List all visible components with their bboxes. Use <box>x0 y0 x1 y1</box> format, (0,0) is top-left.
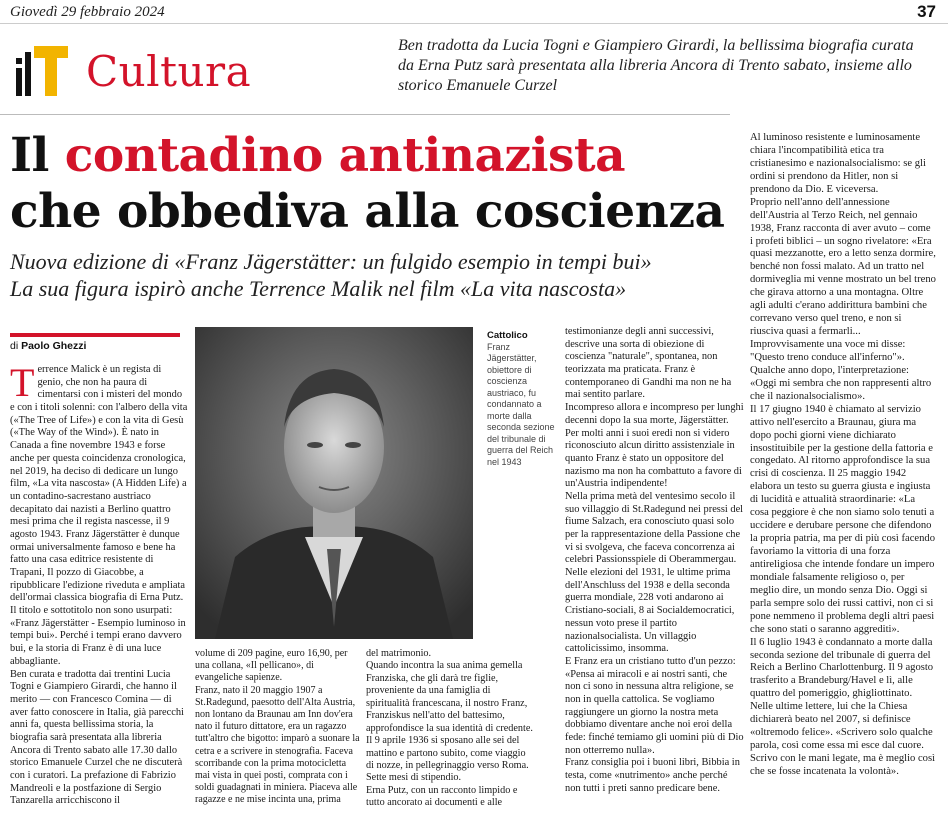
caption-text: Franz Jägerstätter, obiettore di coscienza austriaco, fu condannato a morte dalla seconda sezione del tribunale di guerra del Reich nel 1943 <box>487 341 555 467</box>
byline <box>10 340 86 352</box>
article-paragraph: volume di 209 pagine, euro 16,90, per una collana, «Il pellicano», di evangeliche sapienze. <box>195 648 348 684</box>
headline-line1-highlight: contadino antinazista <box>64 128 626 183</box>
article-paragraph: Quando incontra la sua anima gemella Franziska, che gli darà tre figlie, proveniente da una famiglia di spiritualità francescana, il nostro Franz, Franziskus nell'atto del battesimo, approfondisce la sua identità di credente. Il 9 aprile 1936 si sposano alle sei del mattino e partono subito, come viaggio di nozze, in pellegrinaggio verso Roma. Sette mesi di stipendio. <box>366 660 533 784</box>
section-title: Cultura <box>86 47 252 96</box>
article-paragraph: testimonianze degli anni successivi, descrive una sorta di obiezione di coscienza "naturale", spontanea, non teorizzata ma praticata. Franz è contemporaneo di Gandhi ma non ne ha mai sentito parlare. <box>565 326 732 401</box>
subtitle <box>10 248 730 302</box>
article-column-4 <box>565 326 745 795</box>
caption-title: Cattolico <box>487 330 528 341</box>
article-paragraph: Franz consiglia poi i buoni libri, Bibbia in testa, come «nutrimento» anche perché non tutti i preti sanno predicare bene. <box>565 757 740 794</box>
article-paragraph: Proprio nell'anno dell'annessione dell'Austria al Terzo Reich, nel gennaio 1938, Franz racconta di aver avuto – come i profeti biblici – un sogno rivelatore: «Era quasi mezzanotte, ero a letto senza dormire, benché non fossi malato. Ad un tratto nel dormiveglia mi venne mostrato un bel treno che girava attorno a una montagna. Oltre agli adulti c'erano addirittura bambini che correvano verso quel treno, e non si riusciva quasi a fermarli... Improvvisamente una voce mi disse: "Questo treno conduce all'inferno"». <box>750 196 936 363</box>
article-paragraph: Erna Putz, con un racconto limpido e tutto ancorato ai documenti e alle <box>366 784 518 809</box>
photo-caption <box>487 330 559 468</box>
article-paragraph: Il 6 luglio 1943 è condannato a morte dalla seconda sezione del tribunale di guerra del Reich a Berlino Charlottenburg. Il 9 agosto trasferito a Brandeburg/Havel e lì, alle quattro del pomeriggio, ghigliottinato. <box>750 636 934 700</box>
headline <box>10 128 730 240</box>
divider <box>0 114 730 115</box>
article-paragraph: Incompreso allora e incompreso per lunghi decenni dopo la sua morte, Jägerstätter. Per molti anni i suoi eredi non si videro riconosciuto alcun diritto assistenziale in quanto Franz è stato un oppositore del nazismo ma non ha combattuto a favore di un'Austria indipendente! <box>565 402 744 490</box>
article-intro: Ben tradotta da Lucia Togni e Giampiero Girardi, la bellissima biografia curata da Erna Putz sarà presentata alla libreria Ancora di Trento sabato, insieme allo storico Emanuele Curzel <box>398 37 914 94</box>
article-paragraph: E Franz era un cristiano tutto d'un pezzo: «Pensa ai miracoli e ai nostri santi, che non ci sono in nessuna altra religione, se non in quella cattolica. Se vogliamo raggiungere un giorno la nostra meta dobbiamo diventare anche noi eroi della fede: finché temiamo gli uomini più di Dio non otterremo nulla». <box>565 655 744 756</box>
newspaper-logo-icon <box>12 42 70 100</box>
article-paragraph: Nelle ultime lettere, lui che la Chiesa dichiarerà beato nel 2007, si definisce «oltremodo felice». «Scrivero solo qualche parola, così come essa mi esce dal cuore. Scrivo con le mani legate, ma è meglio così che se fosse incatenata la volontà». <box>750 701 936 777</box>
article-paragraph: Nella prima metà del ventesimo secolo il suo villaggio di St.Radegund nei pressi del fiume Salzach, era conosciuto quasi solo per la rappresentazione della Passione che vi si svolgeva, che faceva concorrenza ai celebri Passionsspiele di Oberammergau. Nelle elezioni del 1931, le ultime prima dell'Anschluss del 1938 e della seconda guerra mondiale, 228 voti andarono ai Cristiano-sociali, 8 ai Socialdemocratici, nessun voto prese il partito nazionalsocialista. Un villaggio cattolicissimo, insomma. <box>565 490 744 655</box>
portrait-photo <box>195 327 473 639</box>
byline-rule <box>10 333 180 337</box>
headline-line2: che obbediva alla coscienza <box>10 184 725 239</box>
article-paragraph: del matrimonio. <box>366 648 432 659</box>
article-paragraph: Qualche anno dopo, l'interpretazione: «Oggi mi sembra che non rappresenti altro che il nazionalsocialismo». <box>750 364 932 402</box>
page-number: 37 <box>917 2 936 21</box>
byline-prefix: di <box>10 340 22 352</box>
byline-author: Paolo Ghezzi <box>21 340 87 352</box>
article-column-2 <box>195 648 360 807</box>
page-header <box>0 0 948 24</box>
paragraph-text: errence Malick è un regista di genio, che non ha paura di cimentarsi con i misteri del mondo e con i titoli solenni: con l'albero della vita («The Tree of Life») e con la vita di Gesù («The Way of the Wind»). È nato in Canada a fine novembre 1943 e forse anche per questa coincidenza cronologica, nel 2019, ha deciso di dedicare un lungo film, «La vita nascosta» (A Hidden Life) a un contadino-sacrestano austriaco decapitato dai nazisti a Berlino quattro mesi prima che il regista nascesse, il 9 agosto 1943. Franz Jägerstätter è dunque ormai universalmente famoso e bene ha fatto una casa editrice resistente di Trapani, Il pozzo di Giacobbe, a ripubblicare l'edizione riveduta e ampliata dell'ormai classica biografia di Erna Putz. Il titolo e sottotitolo non sono usurpati: «Franz Jägerstätter - Esempio luminoso in tempi bui». Perché i tempi erano davvero bui, e la storia di Franz è di una luce abbagliante. <box>10 364 188 667</box>
article-paragraph: Il 17 giugno 1940 è chiamato al servizio attivo nell'esercito a Braunau, giura ma dopo pochi giorni viene dichiarato insostituibile per la gestione della fattoria e congedato. Al ritorno approfondisce la sua crisi di coscienza. Il 25 maggio 1942 elabora un testo su guerra giusta e ingiusta di lucidità e attualità straordinarie: «La cosa peggiore è che non siamo solo tenuti a uccidere e derubare persone che difendono la propria patria, ma per di più così facendo favoriamo la vittoria di una forza antireligiosa che intende fondare un impero mondiale falsamente religioso o, per meglio dire, un mondo senza Dio. Oggi si parla sempre solo dei russi cattivi, non ci si pone nemmeno il problema degli altri paesi che sono stati o saranno aggrediti». <box>750 403 936 635</box>
article-column-1 <box>10 360 188 808</box>
drop-cap: T <box>10 360 35 405</box>
article-column-5 <box>750 132 936 779</box>
article-column-3 <box>366 648 533 810</box>
issue-date: Giovedì 29 febbraio 2024 <box>10 4 165 20</box>
article-paragraph: Al luminoso resistente e luminosamente chiara l'incompatibilità etica tra cristianesimo e nazionalsocialismo: se gli ordini si prendono da Hitler, non si prendono da Dio. E viceversa. <box>750 132 926 195</box>
article-paragraph: Ben curata e tradotta dai trentini Lucia Togni e Giampiero Girardi, che hanno il merito — con Francesco Comina — di aver fatto conoscere in Italia, già parecchi anni fa, questa bellissima storia, la biografia sarà presentata alla libreria Ancora di Trento sabato alle 17.30 dallo storico Emanuele Curzel che ne discuterà con i curatori. La prefazione di Fabrizio Mandreoli e la postfazione di Sergio Tanzarella arricchiscono il <box>10 668 184 807</box>
headline-line1-plain: Il <box>10 128 65 183</box>
article-paragraph: Franz, nato il 20 maggio 1907 a St.Radegund, paesotto dell'Alta Austria, non lontano da Braunau am Inn dov'era nato il futuro dittatore, era un ragazzo tutt'altro che bigotto: imparò a suonare la cetra e a scrivere in stenografia. Faceva scorribande con la prima motocicletta mai vista in quei posti, comprata con i soldi guadagnati in miniera. Piaceva alle ragazze e ne mise incinta una, prima <box>195 684 360 806</box>
subtitle-line2: La sua figura ispirò anche Terrence Malik nel film «La vita nascosta» <box>10 276 627 301</box>
article-paragraph <box>10 360 188 669</box>
subtitle-line1: Nuova edizione di «Franz Jägerstätter: un fulgido esempio in tempi bui» <box>10 249 652 274</box>
